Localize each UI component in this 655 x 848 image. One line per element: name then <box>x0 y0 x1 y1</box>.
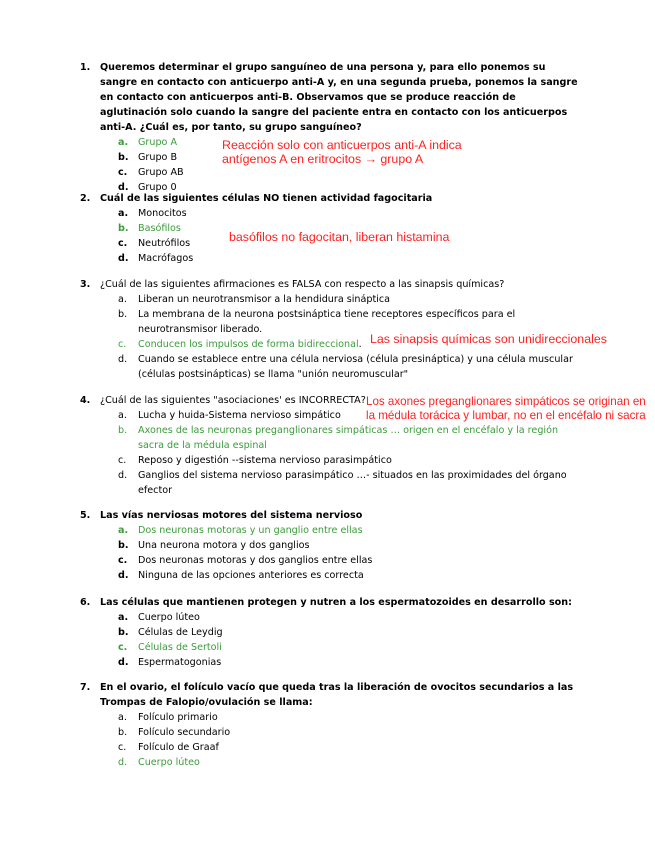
question-6 <box>80 595 580 670</box>
question-number: 7. <box>80 682 91 693</box>
option-d: d. Ninguna de las opciones anteriores es correcta <box>118 570 364 581</box>
option-a: a. Folículo primario <box>118 712 218 723</box>
option-d: d. Cuando se establece entre una célula nerviosa (célula presináptica) y una célula muscular (células postsinápticas) se llama "unión neuromuscular" <box>118 354 573 380</box>
question-2 <box>80 191 580 266</box>
question-number: 5. <box>80 510 91 521</box>
options-list <box>118 523 580 583</box>
question-number: 6. <box>80 597 91 608</box>
question-7 <box>80 680 580 770</box>
option-b: b. Una neurona motora y dos ganglios <box>118 540 310 551</box>
annotation-q1-line1: Reacción solo con anticuerpos anti-A indica <box>222 138 462 152</box>
annotation-q4-line2: la médula torácica y lumbar, no en el encéfalo ni sacra <box>366 409 646 422</box>
option-c: c. Reposo y digestión --sistema nervioso parasimpático <box>118 455 392 466</box>
option-c: c. Células de Sertoli <box>118 642 222 653</box>
question-number: 3. <box>80 279 91 290</box>
option-b: b. Grupo B <box>118 152 178 163</box>
option-d: d. Grupo 0 <box>118 182 177 193</box>
option-d: d. Cuerpo lúteo <box>118 757 200 768</box>
question-number: 1. <box>80 62 91 73</box>
question-5 <box>80 508 580 583</box>
annotation-q2: basófilos no fagocitan, liberan histamina <box>229 230 450 244</box>
option-b: b. La membrana de la neurona postsináptica tiene receptores específicos para el neurotransmisor liberado. <box>118 309 516 335</box>
question-stem: Las células que mantienen protegen y nutren a los espermatozoides en desarrollo son: <box>100 597 572 608</box>
question-number: 2. <box>80 193 91 204</box>
option-c-period: . <box>358 339 362 350</box>
question-stem: Queremos determinar el grupo sanguíneo de una persona y, para ello ponemos su sangre en contacto con anticuerpo anti-A y, en una segunda prueba, ponemos la sangre en contacto con anticuerpos anti-B. Observamos que se produce reacción de aglutinación solo cuando la sangre del paciente entra en contacto con los anticuerpos anti-A. ¿Cuál es, por tanto, su grupo sanguíneo? <box>100 62 578 133</box>
option-c: c. Conducen los impulsos de forma bidireccional. <box>118 339 362 350</box>
option-c: c. Neutrófilos <box>118 238 191 249</box>
option-b: b. Axones de las neuronas preganglionares simpáticas … origen en el encéfalo y la región sacra de la médula espinal <box>118 425 559 451</box>
question-3 <box>80 277 580 382</box>
option-a: a. Cuerpo lúteo <box>118 612 200 623</box>
question-1 <box>80 60 580 195</box>
question-stem: En el ovario, el folículo vacío que queda tras la liberación de ovocitos secundarios a las Trompas de Falopio/ovulación se llama: <box>100 682 574 708</box>
option-a: a. Monocitos <box>118 208 187 219</box>
question-stem: ¿Cuál de las siguientes "asociaciones' es INCORRECTA? <box>100 395 366 406</box>
option-a: a. Dos neuronas motoras y un ganglio entre ellas <box>118 525 363 536</box>
option-b: b. Células de Leydig <box>118 627 223 638</box>
option-d: d. Ganglios del sistema nervioso parasimpático …- situados en las proximidades del órgano efector <box>118 470 567 496</box>
annotation-q3: Las sinapsis químicas son unidireccionales <box>370 332 607 346</box>
question-stem: Cuál de las siguientes células NO tienen actividad fagocitaria <box>100 193 433 204</box>
question-stem: Las vías nerviosas motores del sistema nervioso <box>100 510 363 521</box>
question-number: 4. <box>80 395 91 406</box>
option-b: b. Basófilos <box>118 223 181 234</box>
option-b: b. Folículo secundario <box>118 727 231 738</box>
option-c: c. Grupo AB <box>118 167 184 178</box>
option-a: a. Liberan un neurotransmisor a la hendidura sináptica <box>118 294 391 305</box>
option-c: c. Dos neuronas motoras y dos ganglios entre ellas <box>118 555 373 566</box>
option-d: d. Espermatogonias <box>118 657 222 668</box>
annotation-q1-line2: antígenos A en eritrocitos → grupo A <box>222 152 424 166</box>
question-stem: ¿Cuál de las siguientes afirmaciones es FALSA con respecto a las sinapsis químicas? <box>100 279 505 290</box>
option-a: a. Lucha y huida-Sistema nervioso simpático <box>118 410 341 421</box>
option-a: a. Grupo A <box>118 137 178 148</box>
annotation-q4-line1: Los axones preganglionares simpáticos se originan en <box>366 395 646 408</box>
option-d: d. Macrófagos <box>118 253 194 264</box>
options-list <box>118 610 580 670</box>
option-c: c. Folículo de Graaf <box>118 742 219 753</box>
options-list <box>118 710 580 770</box>
